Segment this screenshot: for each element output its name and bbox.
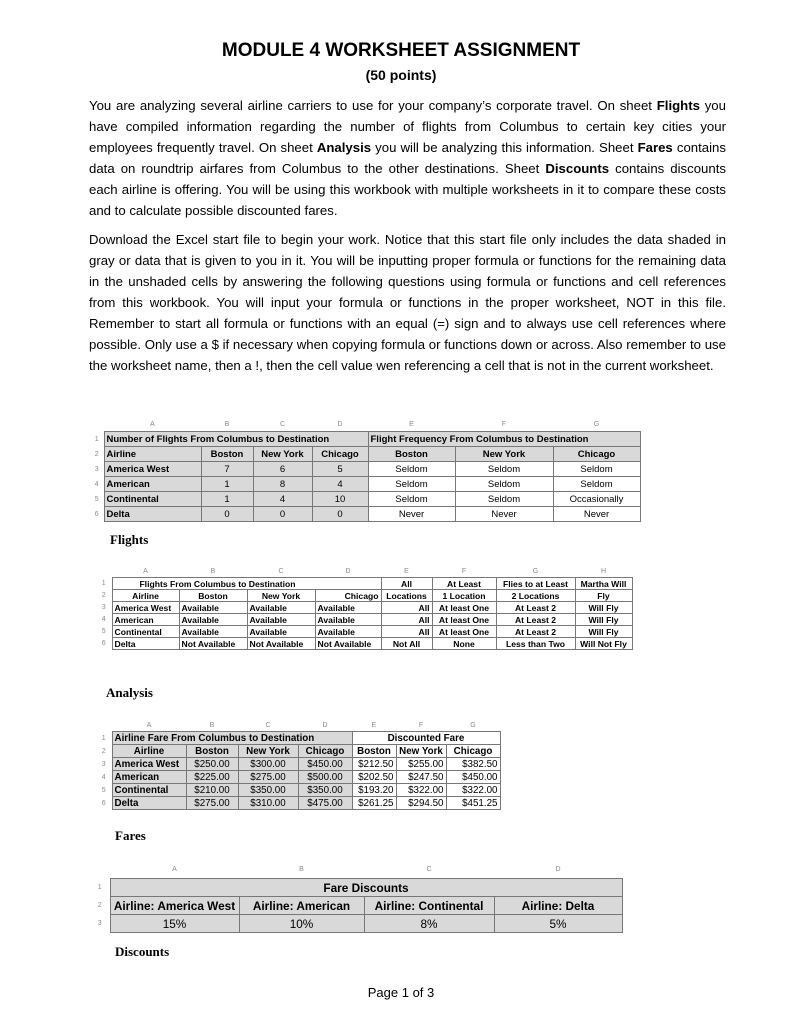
sheet-header-cell: 1 (90, 879, 110, 897)
table-row (90, 492, 640, 507)
sheet-header-cell: A (104, 417, 201, 432)
table-cell: $500.00 (298, 771, 352, 784)
table-cell: 10% (239, 915, 364, 933)
table-cell: Continental (112, 626, 179, 638)
sheet-header-cell: 2 (90, 447, 104, 462)
table-cell: At Least 2 (496, 602, 575, 614)
table-cell: 8 (253, 477, 312, 492)
sheet-header-cell: 5 (90, 492, 104, 507)
table-row (90, 507, 640, 522)
table-cell: At Least (432, 578, 496, 590)
table-cell: Locations (381, 590, 432, 602)
table-cell: Flies to at Least (496, 578, 575, 590)
sheet-header-cell: 1 (90, 432, 104, 447)
sheet-header-cell: A (112, 566, 179, 578)
table-cell: Airline: America West (110, 897, 239, 915)
table-cell: 0 (201, 507, 253, 522)
table-cell: Never (553, 507, 640, 522)
flights-title-left: Number of Flights From Columbus to Destination (104, 432, 368, 447)
table-cell: 5 (312, 462, 368, 477)
bold-sheet-name: Fares (637, 140, 673, 155)
table-cell: Boston (201, 447, 253, 462)
table-cell: 7 (201, 462, 253, 477)
sheet-header-cell: 5 (96, 784, 112, 797)
points-subtitle: (50 points) (365, 67, 437, 83)
table-cell: America West (112, 602, 179, 614)
table-cell: Airline (112, 745, 186, 758)
table-cell: Seldom (368, 462, 455, 477)
sheet-header-cell: 4 (96, 614, 112, 626)
discounts-caption: Discounts (115, 944, 170, 959)
analysis-title: Flights From Columbus to Destination (112, 578, 381, 590)
table-cell: Less than Two (496, 638, 575, 650)
table-cell: 10 (312, 492, 368, 507)
sheet-header-cell: F (455, 417, 553, 432)
sheet-header-cell: C (238, 719, 298, 732)
text-run: contains data on roundtrip airfares from Columbus to the other destinations. Sheet (89, 140, 726, 176)
sheet-header-cell: 6 (96, 638, 112, 650)
table-cell: 1 (201, 492, 253, 507)
table-cell: New York (455, 447, 553, 462)
table-cell: 1 (201, 477, 253, 492)
table-cell: At least One (432, 602, 496, 614)
discounts-title: Fare Discounts (110, 879, 622, 897)
table-row (96, 758, 500, 771)
table-cell: Available (247, 614, 315, 626)
table-cell: Airline (112, 590, 179, 602)
table-cell: Airline (104, 447, 201, 462)
analysis-sheet-table (96, 566, 633, 650)
table-cell: Available (179, 614, 247, 626)
table-cell: Seldom (553, 477, 640, 492)
table-cell: $451.25 (446, 797, 500, 810)
table-cell: Available (247, 626, 315, 638)
sheet-header-cell: 5 (96, 626, 112, 638)
table-cell: $294.50 (396, 797, 446, 810)
text-run: you have compiled information regarding the number of flights from Columbus to certain key cities your employees frequently travel. On sheet (89, 98, 726, 155)
column-letters-row (96, 719, 500, 732)
table-cell: American (104, 477, 201, 492)
table-cell: Airline: Delta (494, 897, 622, 915)
column-letters-row (90, 861, 622, 879)
table-cell: Seldom (455, 477, 553, 492)
table-cell: Seldom (368, 492, 455, 507)
table-cell: At least One (432, 626, 496, 638)
table-cell: America West (104, 462, 201, 477)
table-cell: $255.00 (396, 758, 446, 771)
sheet-header-cell: 4 (96, 771, 112, 784)
text-run: you will be analyzing this information. Sheet (371, 140, 638, 155)
table-cell: Seldom (455, 492, 553, 507)
table-cell: None (432, 638, 496, 650)
flights-caption: Flights (110, 532, 149, 547)
table-cell: Will Fly (575, 614, 632, 626)
table-cell: All (381, 578, 432, 590)
table-cell: $450.00 (446, 771, 500, 784)
sheet-header-cell: F (396, 719, 446, 732)
sheet-header-cell: A (110, 861, 239, 879)
table-cell: Delta (104, 507, 201, 522)
table-cell: New York (247, 590, 315, 602)
table-row (96, 626, 632, 638)
table-cell: $261.25 (352, 797, 396, 810)
table-row (90, 915, 622, 933)
bold-sheet-name: Analysis (316, 140, 372, 155)
sheet-header-cell: B (186, 719, 238, 732)
table-cell: Will Fly (575, 602, 632, 614)
sheet-header-cell: B (179, 566, 247, 578)
sheet-header-cell: D (315, 566, 381, 578)
sheet-header-cell: 6 (96, 797, 112, 810)
sheet-header-cell: 6 (90, 507, 104, 522)
text-run: You are analyzing several airline carriers to use for your company’s corporate travel. On sheet (89, 98, 657, 113)
table-cell: Continental (104, 492, 201, 507)
sheet-header-cell (90, 861, 110, 879)
text-run: contains discounts each airline is offering. You will be using this workbook with multiple worksheets in it to compare these costs and to calculate possible discounted fares. (89, 161, 726, 218)
sheet-header-cell: E (352, 719, 396, 732)
table-cell: Occasionally (553, 492, 640, 507)
table-cell: Never (368, 507, 455, 522)
table-cell: At Least 2 (496, 626, 575, 638)
table-cell: 4 (253, 492, 312, 507)
table-cell: At least One (432, 614, 496, 626)
table-cell: $212.50 (352, 758, 396, 771)
sheet-header-cell: 3 (90, 462, 104, 477)
table-cell: All (381, 626, 432, 638)
table-cell: 0 (312, 507, 368, 522)
sheet-header-cell: C (253, 417, 312, 432)
sheet-header-cell: E (368, 417, 455, 432)
table-row (90, 462, 640, 477)
table-cell: $193.20 (352, 784, 396, 797)
table-cell: 2 Locations (496, 590, 575, 602)
table-cell: $350.00 (238, 784, 298, 797)
table-cell: Boston (186, 745, 238, 758)
sheet-header-cell: C (364, 861, 494, 879)
document-title: MODULE 4 WORKSHEET ASSIGNMENT (221, 40, 581, 61)
sheet-header-cell: 1 (96, 578, 112, 590)
table-cell: $450.00 (298, 758, 352, 771)
table-row (96, 784, 500, 797)
table-cell: 1 Location (432, 590, 496, 602)
table-row (96, 602, 632, 614)
table-cell: Available (179, 602, 247, 614)
table-cell: American (112, 614, 179, 626)
table-cell: Chicago (298, 745, 352, 758)
table-cell: Available (179, 626, 247, 638)
table-cell: At Least 2 (496, 614, 575, 626)
table-cell: $310.00 (238, 797, 298, 810)
table-cell: 0 (253, 507, 312, 522)
table-cell: American (112, 771, 186, 784)
sheet-header-cell (90, 417, 104, 432)
sheet-header-cell: D (494, 861, 622, 879)
table-cell: Boston (179, 590, 247, 602)
table-cell: Chicago (312, 447, 368, 462)
table-cell: Available (315, 614, 381, 626)
table-cell: New York (238, 745, 298, 758)
table-cell: Martha Will (575, 578, 632, 590)
sheet-header-cell: 2 (96, 590, 112, 602)
discounts-sheet-table (90, 861, 623, 933)
table-cell: Continental (112, 784, 186, 797)
table-cell: $210.00 (186, 784, 238, 797)
table-cell: $350.00 (298, 784, 352, 797)
table-cell: Airline: American (239, 897, 364, 915)
table-cell: 6 (253, 462, 312, 477)
sheet-header-cell (96, 566, 112, 578)
sheet-header-cell: D (312, 417, 368, 432)
sheet-header-cell: H (575, 566, 632, 578)
table-cell: Chicago (553, 447, 640, 462)
table-cell: 15% (110, 915, 239, 933)
flights-sheet-table (90, 417, 641, 522)
page-number: Page 1 of 3 (367, 985, 435, 1000)
table-cell: Chicago (315, 590, 381, 602)
table-cell: Not Available (315, 638, 381, 650)
table-cell: Boston (368, 447, 455, 462)
table-row (90, 477, 640, 492)
table-cell: 4 (312, 477, 368, 492)
table-cell: Will Fly (575, 626, 632, 638)
column-letters-row (96, 566, 632, 578)
table-cell: Boston (352, 745, 396, 758)
sheet-header-cell: 2 (90, 897, 110, 915)
sheet-header-cell: E (381, 566, 432, 578)
fares-title-right: Discounted Fare (352, 732, 500, 745)
sheet-header-cell: 4 (90, 477, 104, 492)
sheet-header-cell: 1 (96, 732, 112, 745)
table-row (96, 771, 500, 784)
table-cell: All (381, 602, 432, 614)
table-cell: $202.50 (352, 771, 396, 784)
sheet-header-cell: G (553, 417, 640, 432)
table-cell: 5% (494, 915, 622, 933)
sheet-header-cell: 2 (96, 745, 112, 758)
table-cell: $300.00 (238, 758, 298, 771)
table-cell: America West (112, 758, 186, 771)
sheet-header-cell: G (446, 719, 500, 732)
fares-caption: Fares (115, 828, 146, 843)
sheet-header-cell: B (201, 417, 253, 432)
table-cell: $475.00 (298, 797, 352, 810)
sheet-header-cell: F (432, 566, 496, 578)
table-cell: 8% (364, 915, 494, 933)
sheet-header-cell: D (298, 719, 352, 732)
table-cell: All (381, 614, 432, 626)
table-cell: Not Available (179, 638, 247, 650)
analysis-caption: Analysis (106, 685, 153, 700)
table-cell: Delta (112, 797, 186, 810)
table-cell: New York (396, 745, 446, 758)
table-cell: Seldom (553, 462, 640, 477)
table-cell: $247.50 (396, 771, 446, 784)
table-cell: $225.00 (186, 771, 238, 784)
table-cell: Chicago (446, 745, 500, 758)
table-cell: Available (315, 602, 381, 614)
intro-paragraph (89, 95, 726, 221)
table-cell: Never (455, 507, 553, 522)
table-cell: Not Available (247, 638, 315, 650)
table-cell: $382.50 (446, 758, 500, 771)
table-row (96, 614, 632, 626)
fares-title-left: Airline Fare From Columbus to Destination (112, 732, 352, 745)
table-cell: $275.00 (238, 771, 298, 784)
table-cell: $322.00 (446, 784, 500, 797)
sheet-header-cell: 3 (96, 758, 112, 771)
table-cell: Seldom (455, 462, 553, 477)
sheet-header-cell (96, 719, 112, 732)
table-cell: $250.00 (186, 758, 238, 771)
table-cell: Available (315, 626, 381, 638)
sheet-header-cell: G (496, 566, 575, 578)
table-cell: Seldom (368, 477, 455, 492)
table-cell: $322.00 (396, 784, 446, 797)
table-cell: Will Not Fly (575, 638, 632, 650)
table-cell: Not All (381, 638, 432, 650)
bold-sheet-name: Flights (656, 98, 700, 113)
table-cell: Airline: Continental (364, 897, 494, 915)
table-row (96, 797, 500, 810)
table-cell: $275.00 (186, 797, 238, 810)
column-letters-row (90, 417, 640, 432)
flights-title-right: Flight Frequency From Columbus to Destination (368, 432, 640, 447)
sheet-header-cell: C (247, 566, 315, 578)
table-cell: Fly (575, 590, 632, 602)
bold-sheet-name: Discounts (545, 161, 610, 176)
table-cell: Delta (112, 638, 179, 650)
instructions-paragraph: Download the Excel start file to begin your work. Notice that this start file only includes the data shaded in gray or data that is given to you in it. You will be inputting proper formula or functions for the remaining data in the unshaded cells by answering the following questions using formula or functions and cell references from this workbook. You will input your formula or functions in the proper worksheet, NOT in this file. Remember to start all formula or functions with an equal (=) sign and to always use cell references where possible. Only use a $ if necessary when copying formula or functions down or across. Also remember to use the worksheet name, then a !, then the cell value wen referencing a cell that is not in the current worksheet. (89, 232, 726, 373)
fares-sheet-table (96, 719, 501, 810)
sheet-header-cell: A (112, 719, 186, 732)
sheet-header-cell: 3 (90, 915, 110, 933)
table-cell: Available (247, 602, 315, 614)
table-row (96, 638, 632, 650)
table-cell: New York (253, 447, 312, 462)
sheet-header-cell: 3 (96, 602, 112, 614)
sheet-header-cell: B (239, 861, 364, 879)
